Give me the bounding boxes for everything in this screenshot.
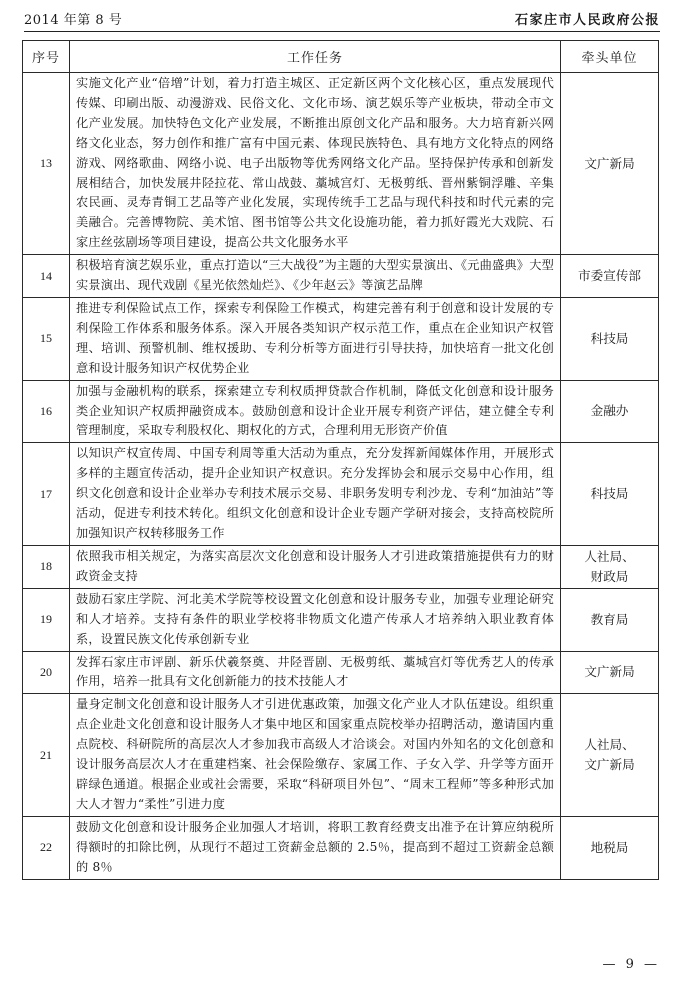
lead-unit bbox=[561, 588, 659, 651]
lead-unit-name: 科技局 bbox=[590, 330, 629, 346]
column-header-task: 工作任务 bbox=[70, 41, 561, 73]
task-description: 以知识产权宣传周、中国专利周等重大活动为重点，充分发挥新闻媒体作用，开展形式多样的主题宣传活动，提升企业知识产权意识。充分发挥协会和展示交易中心作用，组织文化创意和设计企业举办专利技术展示交易、非职务发明专利沙龙、专利“加油站”等活动，促进专利技术转化。组织文化创意和设计企业专题产学研对接会，支持高校院所加强知识产权转移服务工作 bbox=[70, 443, 561, 546]
table-row bbox=[23, 651, 659, 694]
lead-unit bbox=[561, 297, 659, 380]
table-row bbox=[23, 816, 659, 879]
row-number: 16 bbox=[23, 380, 70, 443]
lead-unit-name: 教育局 bbox=[590, 611, 629, 627]
lead-unit bbox=[561, 545, 659, 588]
row-number: 20 bbox=[23, 651, 70, 694]
lead-unit bbox=[561, 443, 659, 546]
task-description: 实施文化产业“倍增”计划，着力打造主城区、正定新区两个文化核心区，重点发展现代传媒、印刷出版、动漫游戏、民俗文化、文化市场、演艺娱乐等产业板块，带动全市文化产业发展。加快特色文化产业发展，不断推出原创文化产品和服务。大力培育新兴网络文化业态，努力创作和推广富有中国元素、体现民族特色、具有地方文化特点的网络游戏、网络歌曲、网络小说、电子出版物等优秀网络文化产品。坚持保护传承和创新发展相结合，加快发展井陉拉花、常山战鼓、藁城宫灯、无极剪纸、晋州紫铜浮雕、辛集农民画、灵寿青铜工艺品等产业化发展，实现传统手工艺品与现代科技和时代元素的完美融合。完善博物院、美术馆、图书馆等公共文化设施功能，着力抓好霞光大戏院、石家庄丝弦剧场等项目建设，提高公共文化服务水平 bbox=[70, 73, 561, 255]
column-header-lead: 牵头单位 bbox=[561, 41, 659, 73]
lead-unit bbox=[561, 816, 659, 879]
row-number: 13 bbox=[23, 73, 70, 255]
lead-unit-name: 人社局、 bbox=[584, 737, 635, 753]
row-number: 22 bbox=[23, 816, 70, 879]
row-number: 19 bbox=[23, 588, 70, 651]
lead-unit-name: 市委宣传部 bbox=[578, 268, 641, 284]
task-description: 积极培育演艺娱乐业，重点打造以“三大战役”为主题的大型实景演出、《元曲盛典》大型实景演出、现代戏剧《星光依然灿烂》、《少年赵云》等演艺品牌 bbox=[70, 255, 561, 298]
lead-unit bbox=[561, 255, 659, 298]
column-header-no: 序号 bbox=[23, 41, 70, 73]
table-row bbox=[23, 694, 659, 816]
publication-title: 石家庄市人民政府公报 bbox=[514, 13, 660, 28]
lead-unit-name: 科技局 bbox=[590, 486, 629, 502]
page-header bbox=[24, 6, 660, 32]
row-number: 18 bbox=[23, 545, 70, 588]
task-table bbox=[22, 40, 659, 880]
lead-unit-name: 金融办 bbox=[590, 403, 629, 419]
table-body bbox=[23, 73, 659, 880]
row-number: 21 bbox=[23, 694, 70, 816]
lead-unit-name: 人社局、 bbox=[584, 548, 635, 564]
lead-unit bbox=[561, 380, 659, 443]
task-description: 加强与金融机构的联系，探索建立专利权质押贷款合作机制，降低文化创意和设计服务类企业知识产权质押融资成本。鼓励创意和设计企业开展专利资产评估，建立健全专利管理制度，采取专利股权化、期权化的方式，合理利用无形资产价值 bbox=[70, 380, 561, 443]
lead-unit-name: 地税局 bbox=[590, 839, 629, 855]
lead-unit-name: 文广新局 bbox=[584, 757, 635, 773]
task-description: 鼓励文化创意和设计服务企业加强人才培训，将职工教育经费支出准予在计算应纳税所得额时的扣除比例，从现行不超过工资薪金总额的 2.5％，提高到不超过工资薪金总额的 8％ bbox=[70, 816, 561, 879]
row-number: 14 bbox=[23, 255, 70, 298]
row-number: 15 bbox=[23, 297, 70, 380]
task-description: 发挥石家庄市评剧、新乐伏羲祭奠、井陉晋剧、无极剪纸、藁城宫灯等优秀艺人的传承作用，培养一批具有文化创新能力的技术技能人才 bbox=[70, 651, 561, 694]
table-row bbox=[23, 380, 659, 443]
task-description: 量身定制文化创意和设计服务人才引进优惠政策，加强文化产业人才队伍建设。组织重点企业赴文化创意和设计服务人才集中地区和国家重点院校举办招聘活动，邀请国内重点院校、科研院所的高层次人才参加我市高级人才洽谈会。对国内外知名的文化创意和设计服务高层次人才在重建档案、社会保险缴存、家属工作、子女入学、升学等方面开辟绿色通道。根据企业或社会需要，采取“科研项目外包”、“周末工程师”等多种形式加大人才智力“柔性”引进力度 bbox=[70, 694, 561, 816]
table-row bbox=[23, 297, 659, 380]
task-description: 鼓励石家庄学院、河北美术学院等校设置文化创意和设计服务专业，加强专业理论研究和人才培养。支持有条件的职业学校将非物质文化遗产传承人才培养纳入职业教育体系，设置民族文化传承创新专业 bbox=[70, 588, 561, 651]
lead-unit bbox=[561, 694, 659, 816]
table-row bbox=[23, 545, 659, 588]
table-header-row bbox=[23, 41, 659, 73]
page-number: — 9 — bbox=[602, 957, 660, 972]
task-description: 推进专利保险试点工作，探索专利保险工作模式，构建完善有利于创意和设计发展的专利保险工作体系和服务体系。深入开展各类知识产权示范工作，重点在企业知识产权管理、培训、预警机制、维权援助、专利分析等方面进行引导扶持，加快培育一批文化创意和设计服务知识产权优势企业 bbox=[70, 297, 561, 380]
row-number: 17 bbox=[23, 443, 70, 546]
table-row bbox=[23, 588, 659, 651]
table-row bbox=[23, 255, 659, 298]
lead-unit-name: 文广新局 bbox=[584, 155, 635, 171]
table-row bbox=[23, 443, 659, 546]
issue-label: 2014 年第 8 号 bbox=[24, 13, 123, 28]
table-row bbox=[23, 73, 659, 255]
lead-unit-name: 财政局 bbox=[590, 568, 629, 584]
lead-unit bbox=[561, 651, 659, 694]
lead-unit bbox=[561, 73, 659, 255]
task-description: 依照我市相关规定，为落实高层次文化创意和设计服务人才引进政策措施提供有力的财政资金支持 bbox=[70, 545, 561, 588]
lead-unit-name: 文广新局 bbox=[584, 664, 635, 680]
